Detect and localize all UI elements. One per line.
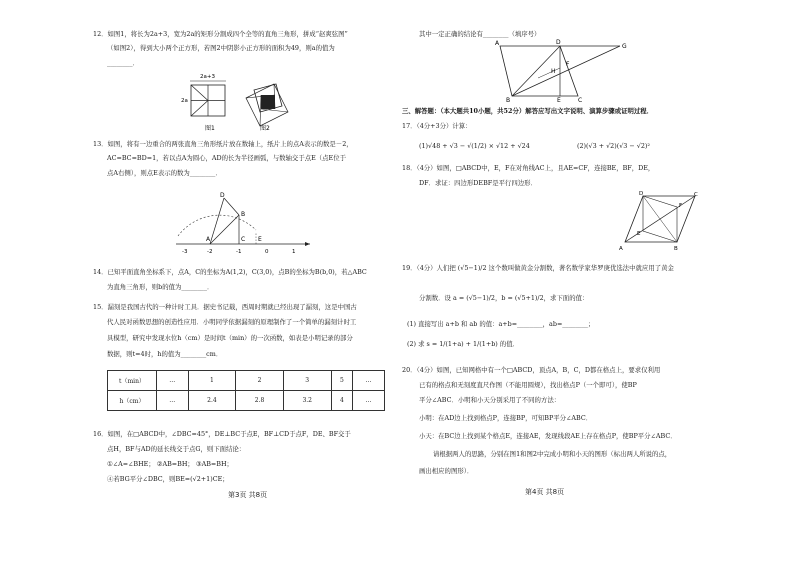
table-cell: 2.8 [236, 391, 284, 411]
q20-line3: 平分∠ABC．小明和小天分别采用了不同的方法： [419, 396, 561, 404]
table-cell: h（cm） [108, 391, 157, 411]
q13-tick-2: -1 [236, 249, 242, 255]
q16-label-e: E [557, 97, 561, 104]
q13-label-c: C [241, 236, 246, 243]
q20-line5: 小天：在BC边上找到某个格点E，连接AE，发现线段AE上存在格点P，使BP平分∠ABC． [419, 432, 677, 440]
q16-continuation: 其中一定正确的结论有________（填序号） [419, 30, 541, 38]
q15-table-row-t [108, 371, 385, 391]
q20-line2: 已有的格点和无刻度直尺作图（不能用圆规），找出格点P（一个即可），使BP [419, 381, 637, 389]
q19-line1: 19．（4分）人们把 (√5−1)/2 这个数叫做黄金分割数，著名数学家华罗庚优选法中就应用了黄金 [402, 264, 674, 272]
section-3-heading: 三、解答题：（本大题共10小题，共52分）解答应写出文字说明、演算步骤或证明过程． [402, 107, 654, 115]
q19-line4: (2) 求 s = 1/(1+a) + 1/(1+b) 的值． [407, 340, 519, 348]
q15-line4: 数据，则t=4时，h的值为________cm． [107, 350, 223, 358]
q13-tick-1: -2 [207, 249, 213, 255]
q16-label-h: H [551, 68, 556, 75]
q16-line2: 点H，BF与AD的延长线交于点G，则下面结论： [107, 445, 246, 453]
q13-tick-0: -3 [182, 249, 188, 255]
q19-line2: 分割数．设 a = (√5−1)/2，b = (√5+1)/2，求下面的值： [419, 294, 589, 302]
table-cell: … [157, 371, 189, 391]
q12-line2: （如图2），得到大小两个正方形，若图2中阴影小正方形的面积为49，则a的值为 [107, 44, 335, 52]
q20-line7: 画出相应的图形）． [419, 467, 474, 475]
q14-line2: 为直角三角形，则b的值为________． [107, 283, 214, 291]
q14-line1: 14．已知平面直角坐标系下，点A，C的坐标为A(1,2)，C(3,0)，点B的坐标为B(b,0)，若△ABC [93, 268, 367, 276]
q13-label-b: B [241, 211, 246, 218]
q13-tick-3: 0 [265, 249, 269, 255]
q12-fig1-side-label: 2a [181, 98, 188, 104]
left-page-footer: 第3页 共8页 [228, 491, 268, 499]
table-cell: 2 [236, 371, 284, 391]
table-cell: 1 [188, 371, 236, 391]
q13-tick-4: 1 [292, 249, 296, 255]
q20-line6: 请根据两人的思路，分别在图1和图2中完成小明和小天的图形（标出两人所说的点， [433, 450, 672, 458]
table-cell: … [157, 391, 189, 411]
table-cell: 2.4 [188, 391, 236, 411]
table-cell: … [353, 371, 385, 391]
table-cell: 3 [283, 371, 331, 391]
q15-table [107, 370, 385, 411]
q16-line3: ①∠A=∠BHE； ②AB=BH； ③AB=BH； [107, 460, 233, 468]
right-page [397, 0, 794, 561]
q20-line4: 小明：在AD边上找到格点P，连接BP，可知BP平分∠ABC． [419, 414, 593, 422]
q16-line1: 16．如图，在□ABCD中，∠DBC=45°，DE⊥BC于点E，BF⊥CD于点F，DE、BF交于 [93, 430, 351, 438]
q13-number-line-figure [172, 188, 312, 260]
table-cell: 5 [331, 371, 353, 391]
q18-parallelogram-figure [619, 190, 699, 252]
q12-fig1-top-label: 2a+3 [200, 74, 215, 80]
q16-line4: ④若BG平分∠DBC，则BE=(√2+1)CE； [107, 475, 229, 483]
q18-label-a: A [619, 246, 623, 252]
q18-label-d: D [639, 191, 644, 197]
q16-label-g: G [622, 43, 627, 50]
q17-part2: (2)(√3 + √2)(√3 − √2)² [577, 142, 650, 150]
q20-line1: 20．（4分）如图，已知网格中有一个□ABCD，顶点A，B，C，D都在格点上，要求仅利用 [402, 366, 661, 374]
table-cell: … [353, 391, 385, 411]
q13-line3: 点A右侧），则点E表示的数为________． [107, 169, 222, 177]
q13-line2: AC=BC=BD=1，若以点A为圆心，AD的长为半径画弧，与数轴交于点E（点E位于 [107, 154, 346, 162]
table-cell: 4 [331, 391, 353, 411]
q15-line1: 15．漏刻是我国古代的一种计时工具．据史书记载，西周时期就已经出现了漏刻，这是中国古 [93, 303, 357, 311]
q17-part1: (1)√48 + √3 − √(1/2) × √12 + √24 [419, 142, 530, 150]
q12-line3: ________． [107, 59, 139, 67]
q16-label-a: A [495, 40, 500, 47]
q12-figures [178, 70, 298, 134]
q18-label-b: B [674, 246, 678, 252]
q16-label-d: D [556, 39, 561, 46]
q16-parallelogram-figure [492, 38, 632, 104]
q18-line1: 18．（4分）如图，□ABCD中，E，F在对角线AC上，且AE=CF，连接BE，BF，DE， [402, 164, 655, 172]
q15-line3: 具模型，研究中发现水位h（cm）是时间t（min）的一次函数，如表是小明记录的部分 [107, 334, 353, 342]
q18-label-c: C [694, 192, 698, 198]
q13-label-e: E [258, 236, 262, 243]
q17-line1: 17．（4分+3分）计算： [402, 122, 472, 130]
q16-label-c: C [578, 97, 583, 104]
q12-fig1-caption: 图1 [205, 125, 215, 132]
table-cell: 3.2 [283, 391, 331, 411]
q13-label-a: A [206, 236, 211, 243]
q13-label-d: D [220, 192, 225, 199]
q12-fig2-caption: 图2 [260, 125, 270, 132]
right-page-footer: 第4页 共8页 [525, 488, 565, 496]
q15-line2: 代人民对函数思想的创造性应用．小明同学依据漏刻的原理制作了一个简单的漏刻计时工 [107, 318, 357, 326]
q19-line3: (1) 直接写出 a+b 和 ab 的值：a+b=________，ab=________； [407, 320, 595, 328]
q18-label-e: E [637, 231, 641, 237]
q13-line1: 13．如图，将有一边重合的两张直角三角形纸片放在数轴上，纸片上的点A表示的数是－2， [93, 140, 353, 148]
q12-line1: 12．如图1，将长为2a+3，宽为2a的矩形分割成四个全等的直角三角形，拼成“赵爽弦图” [93, 30, 348, 38]
q16-label-f: F [566, 61, 570, 68]
q18-label-f: F [679, 203, 683, 209]
q18-line2: DF．求证：四边形DEBF是平行四边形． [419, 179, 537, 187]
q16-label-b: B [506, 97, 511, 104]
q15-table-row-h [108, 391, 385, 411]
table-cell: t（min） [108, 371, 157, 391]
